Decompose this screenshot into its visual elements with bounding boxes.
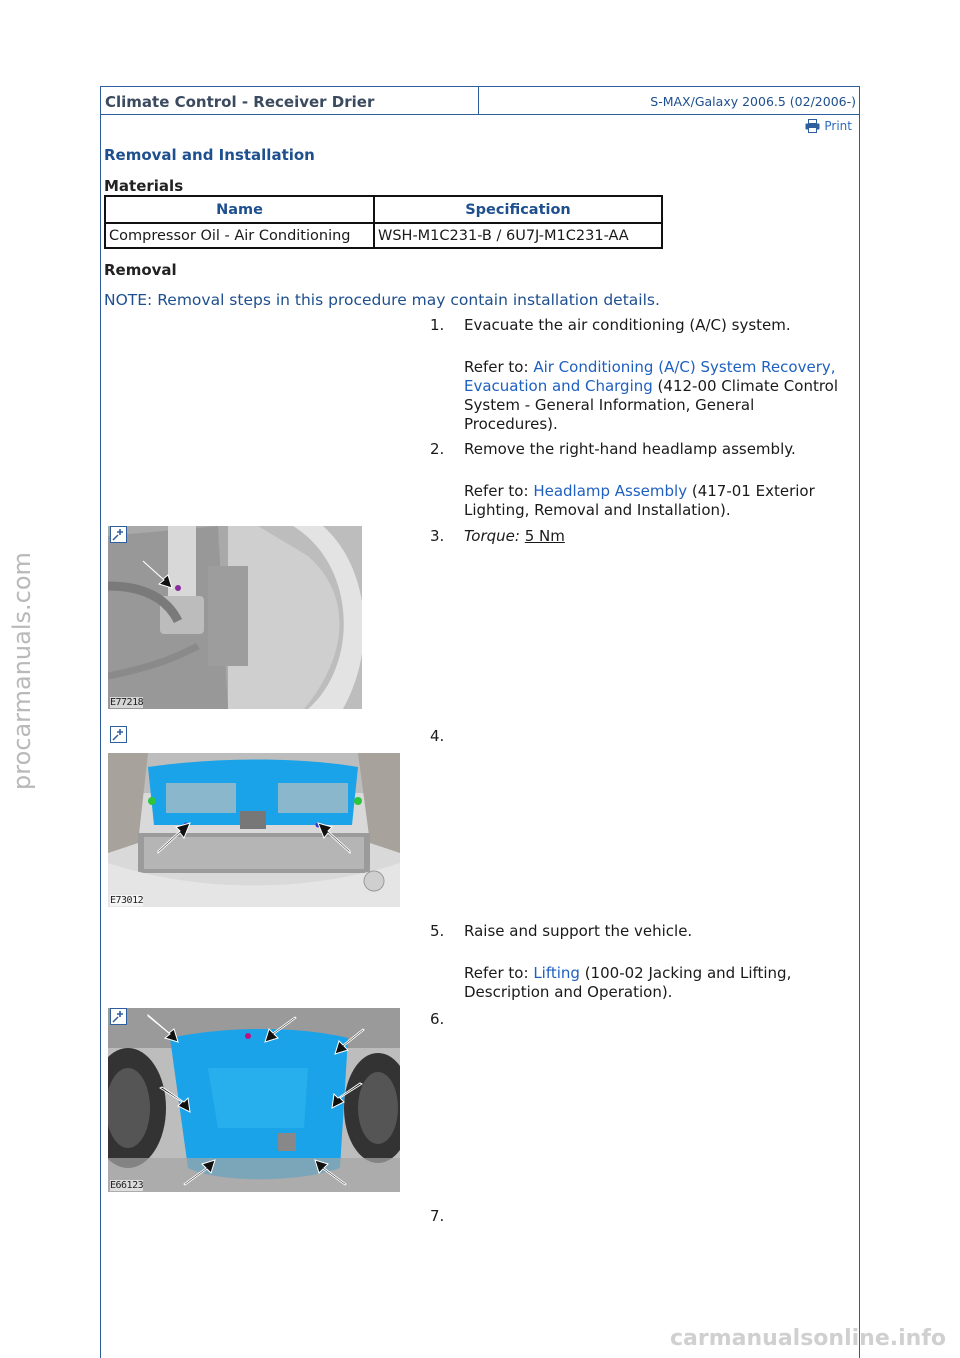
link-lifting[interactable]: Lifting [533, 964, 580, 982]
step-2-reference [464, 482, 844, 520]
material-specification: WSH-M1C231-B / 6U7J-M1C231-AA [374, 223, 662, 248]
torque-spec [464, 527, 844, 546]
front-cover-illustration [108, 753, 400, 907]
step-number: 5. [430, 922, 445, 940]
material-name: Compressor Oil - Air Conditioning [105, 223, 374, 248]
column-header-name: Name [105, 196, 374, 223]
step-number: 2. [430, 440, 445, 458]
vehicle-model: S-MAX/Galaxy 2006.5 (02/2006-) [650, 94, 856, 109]
step-number: 7. [430, 1207, 445, 1225]
materials-heading: Materials [104, 177, 184, 195]
print-label: Print [824, 119, 852, 133]
link-headlamp-assembly[interactable]: Headlamp Assembly [533, 482, 688, 500]
reference-suffix: (417-01 Exterior Lighting, Removal and Installation). [464, 482, 815, 519]
figure-e66123[interactable] [108, 1008, 400, 1192]
step-5-reference [464, 964, 844, 1002]
print-button[interactable] [805, 119, 852, 133]
document-header [100, 86, 860, 115]
zoom-icon[interactable] [110, 1008, 127, 1025]
headlamp-area-illustration [108, 526, 362, 709]
step-number: 1. [430, 316, 445, 334]
printer-icon [805, 119, 820, 133]
figure-code: E77218 [110, 697, 144, 708]
removal-heading: Removal [104, 261, 177, 279]
figure-code: E66123 [110, 1180, 144, 1191]
zoom-icon[interactable] [110, 726, 127, 743]
torque-label: Torque: [464, 527, 520, 545]
step-text: Evacuate the air conditioning (A/C) system. [464, 316, 791, 334]
undertray-illustration [108, 1008, 400, 1192]
materials-table [104, 195, 663, 249]
step-1-reference [464, 358, 844, 434]
document-title: Climate Control - Receiver Drier [101, 87, 479, 114]
section-title: Removal and Installation [104, 146, 315, 164]
reference-prefix: Refer to: [464, 964, 534, 982]
figure-e73012[interactable] [108, 753, 400, 907]
reference-prefix: Refer to: [464, 358, 534, 376]
step-text: Remove the right-hand headlamp assembly. [464, 440, 796, 458]
zoom-icon[interactable] [110, 526, 127, 543]
step-number: 4. [430, 727, 445, 745]
bottom-watermark: carmanualsonline.info [670, 1326, 946, 1351]
procedure-note: NOTE: Removal steps in this procedure may contain installation details. [104, 291, 660, 309]
torque-value[interactable]: 5 Nm [524, 527, 565, 545]
step-text: Raise and support the vehicle. [464, 922, 693, 940]
side-watermark: procarmanuals.com [8, 552, 36, 790]
figure-code: E73012 [110, 895, 144, 906]
reference-prefix: Refer to: [464, 482, 534, 500]
column-header-specification: Specification [374, 196, 662, 223]
reference-suffix: (412-00 Climate Control System - General Information, General Procedures). [464, 377, 839, 433]
link-ac-recovery[interactable]: Air Conditioning (A/C) System Recovery, Evacuation and Charging [464, 358, 836, 395]
reference-suffix: (100-02 Jacking and Lifting, Description and Operation). [464, 964, 792, 1001]
step-number: 6. [430, 1010, 445, 1028]
figure-e77218[interactable] [108, 526, 362, 709]
step-number: 3. [430, 527, 445, 545]
table-row [105, 223, 662, 248]
